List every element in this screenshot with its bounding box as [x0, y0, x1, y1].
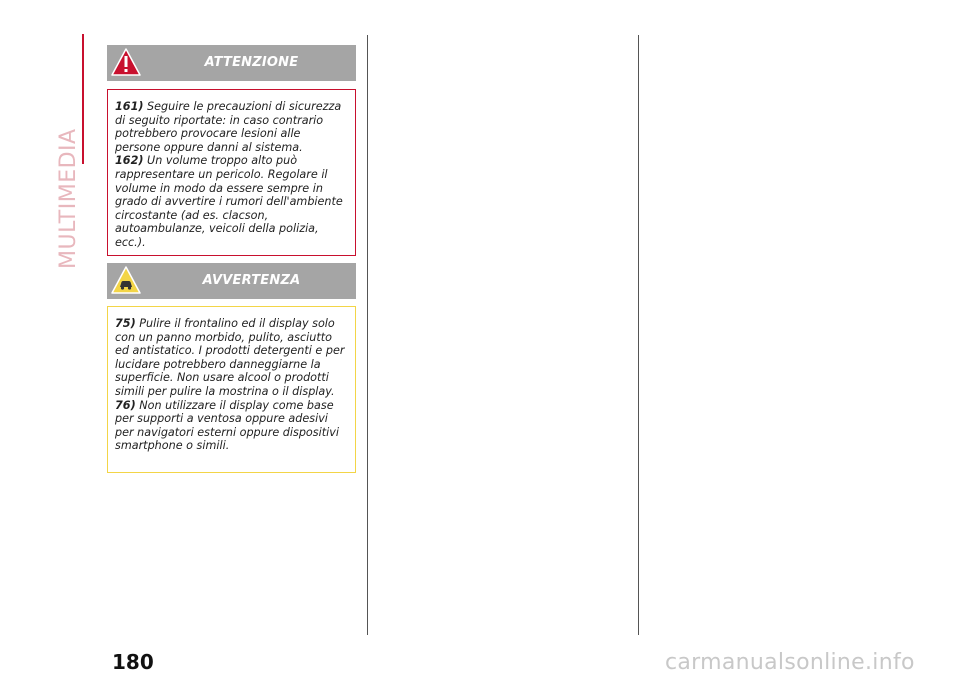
warning-box [107, 89, 356, 256]
section-title-text: MULTIMEDIA [56, 128, 81, 269]
caution-header [107, 263, 356, 299]
section-title [56, 34, 81, 269]
watermark: carmanualsonline.info [665, 650, 915, 675]
caution-note [115, 399, 349, 453]
warning-header [107, 45, 356, 81]
car-triangle-icon [111, 265, 141, 295]
note-number: 162) [115, 154, 144, 168]
warning-note [115, 100, 349, 154]
caution-box [107, 306, 356, 473]
page-number: 180 [112, 650, 154, 674]
warning-title: ATTENZIONE [204, 55, 299, 70]
note-text: Un volume troppo alto può rappresentare un pericolo. Regolare il volume in modo da essere sempre in grado di avvertire i rumori dell'ambiente circostante (ad es. clacson, autoambulanze, veicoli della polizia, ecc.). [115, 154, 343, 249]
note-text: Pulire il frontalino ed il display solo con un panno morbido, pulito, asciutto ed antistatico. I prodotti detergenti e per lucidare potrebbero danneggiarne la superficie. Non usare alcool o prodotti simili per pulire la mostrina o il display. [115, 317, 345, 398]
section-marker-bar [82, 34, 84, 164]
warning-note [115, 154, 349, 249]
note-number: 161) [115, 100, 144, 113]
column-divider-right [638, 35, 639, 635]
caution-title: AVVERTENZA [202, 273, 301, 288]
column-divider-left [367, 35, 368, 635]
note-number: 75) [115, 317, 136, 330]
caution-note [115, 317, 349, 399]
note-number: 76) [115, 398, 136, 412]
note-text: Non utilizzare il display come base per supporti a ventosa oppure adesivi per navigatori esterni oppure dispositivi smartphone o simili. [115, 398, 339, 453]
note-text: Seguire le precauzioni di sicurezza di seguito riportate: in caso contrario potrebbero provocare lesioni alle persone oppure danni al sistema. [115, 100, 342, 154]
exclamation-triangle-icon [111, 47, 141, 77]
